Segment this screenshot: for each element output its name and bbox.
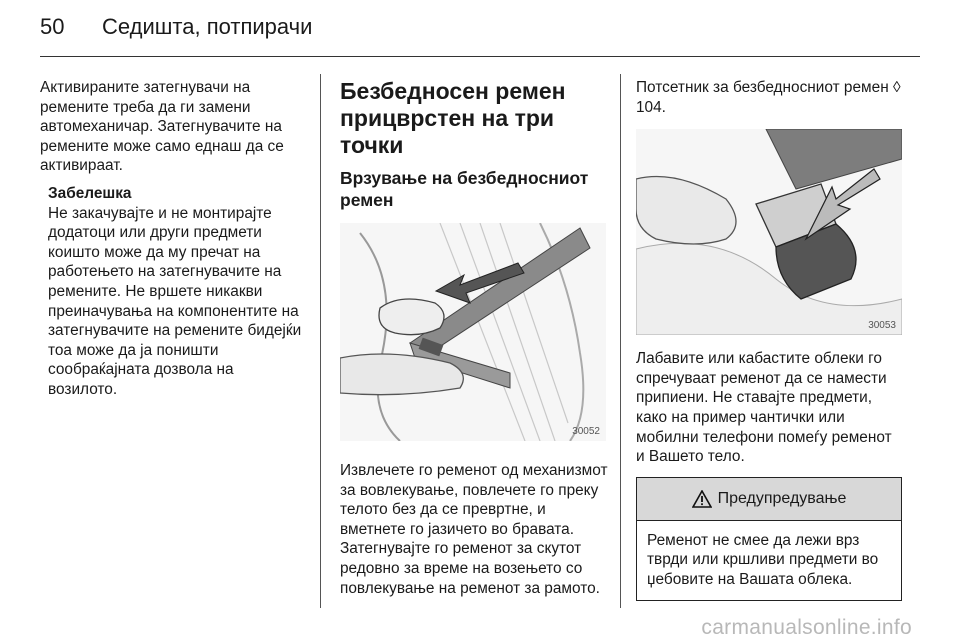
seatbelt-fastening-illustration bbox=[340, 223, 606, 441]
clothing-advice: Лабавите или кабастите облеки го спречуваат ременот да се намести припиени. Не ставајте предмети, како на пример чантички или мобилни телефони помеѓу ременот и Вашето тело. bbox=[636, 350, 892, 466]
column-3 bbox=[636, 78, 902, 601]
intro-paragraph: Активираните затегнувачи на ремените треба да ги замени автомеханичар. Затегнувачите на ремените може само еднаш да се активираат. bbox=[40, 79, 284, 175]
warning-text: Ременот не смее да лежи врз тврди или кршливи предмети во џебовите на Вашата облека. bbox=[647, 531, 879, 588]
note-text: Не закачувајте и не монтирајте додатоци или други предмети коишто може да му пречат на работењето на затегнувачите на ремените. Не вршете никакви преиначувања на компонентите на затегнувачите на ремените бидејќи тоа може да ја поништи сообраќајната дозвола на возилото. bbox=[48, 204, 302, 398]
figure-code: 30053 bbox=[868, 320, 896, 332]
column-2 bbox=[340, 78, 608, 598]
header-divider bbox=[40, 56, 920, 57]
belt-pull-drawing bbox=[340, 223, 606, 441]
subsection-heading: Врзување на безбедносниот ремен bbox=[340, 168, 589, 210]
page-header bbox=[40, 14, 312, 54]
column-1 bbox=[40, 78, 304, 400]
page-number: 50 bbox=[40, 14, 65, 39]
note-heading: Забелешка bbox=[48, 184, 132, 202]
warning-title: Предупредување bbox=[717, 489, 847, 507]
page-title: Седишта, потпирачи bbox=[102, 14, 313, 39]
buckle-illustration bbox=[636, 129, 902, 335]
figure-code: 30052 bbox=[572, 426, 600, 437]
buckle-drawing bbox=[636, 129, 902, 335]
fastening-instructions: Извлечете го ременот од механизмот за вовлекување, повлечете го преку телото без да се превртне, и вметнете го јазичето во бравата. Затегнувајте го ременот за скутот редовно за време на возењето со повлекување на ременот за рамото. bbox=[340, 462, 608, 597]
warning-body bbox=[637, 521, 901, 600]
warning-box bbox=[636, 477, 902, 601]
warning-header bbox=[637, 478, 901, 521]
section-heading: Безбедносен ремен прицврстен на три точки bbox=[340, 78, 566, 158]
reminder-reference: Потсетник за безбедносниот ремен ◊ 104. bbox=[636, 79, 901, 116]
note-block bbox=[48, 184, 304, 400]
warning-triangle-icon bbox=[692, 490, 712, 508]
column-divider-1 bbox=[320, 74, 321, 608]
column-divider-2 bbox=[620, 74, 621, 608]
site-watermark: carmanualsonline.info bbox=[701, 616, 912, 639]
